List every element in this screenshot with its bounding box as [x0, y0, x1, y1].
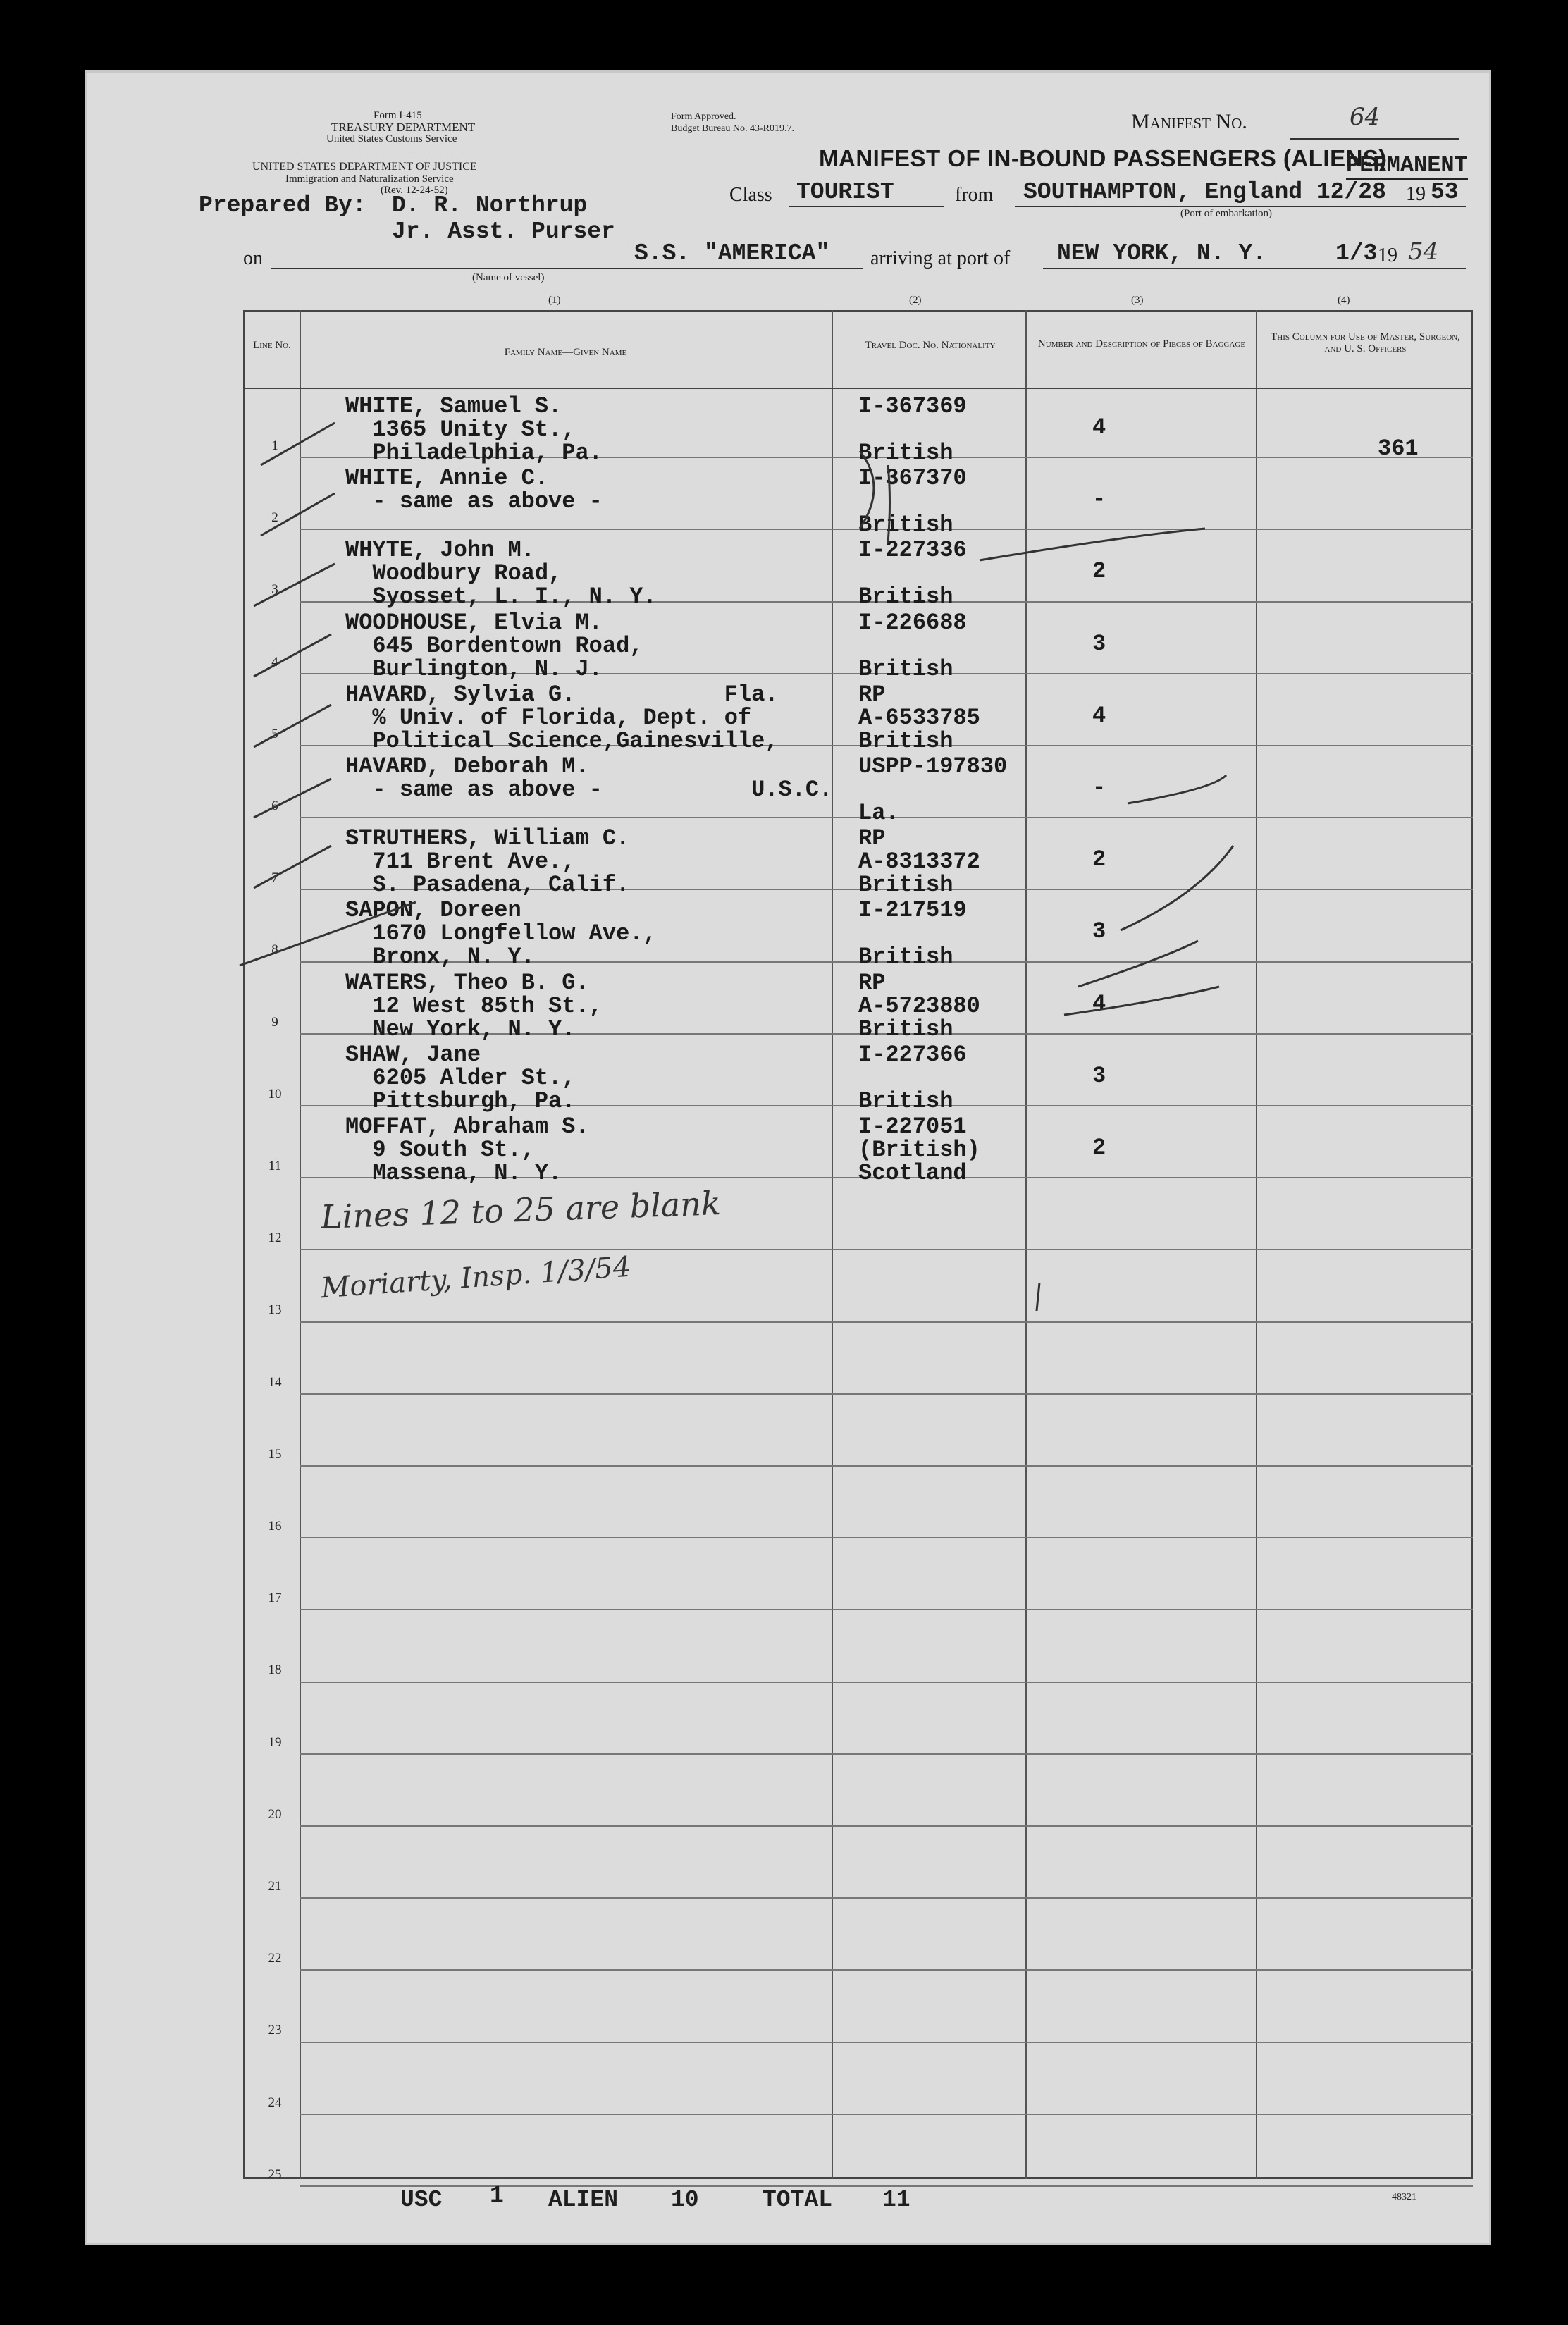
line-number: 14 — [268, 1374, 282, 1390]
travel-doc-number: RP — [858, 969, 886, 996]
line-number: 3 — [271, 582, 278, 598]
manifest-title: MANIFEST OF IN-BOUND PASSENGERS (ALIENS) — [819, 145, 1387, 171]
baggage-count: 2 — [1092, 846, 1106, 873]
arrival-date: 1/3 — [1335, 240, 1378, 266]
baggage-count: 2 — [1092, 1135, 1106, 1161]
col-header-officers: This Column for Use of Master, Surgeon, and U. S. Officers — [1271, 331, 1460, 354]
nationality-line: A-5723880 — [858, 992, 980, 1019]
permanent-status: PERMANENT — [1346, 152, 1468, 180]
baggage-count: 4 — [1092, 702, 1106, 729]
row-rule — [300, 1465, 1473, 1467]
row-rule — [300, 1825, 1473, 1827]
passenger-address-line: 645 Bordentown Road, — [345, 632, 643, 659]
passenger-name: WHYTE, John M. — [345, 537, 535, 564]
handwritten-inspector-signature: Moriarty, Insp. 1/3/54 — [319, 1250, 632, 1305]
handwritten-blank-note: Lines 12 to 25 are blank — [320, 1184, 722, 1236]
year-prefix-1: 19 — [1406, 183, 1426, 205]
passenger-address-line: - same as above - — [345, 488, 603, 515]
travel-doc-number: I-227336 — [858, 537, 967, 564]
passenger-address-line: 1365 Unity St., — [345, 417, 576, 443]
manifest-no-line — [1290, 138, 1459, 140]
vessel-line — [271, 268, 863, 269]
prepared-by-title: Jr. Asst. Purser — [392, 218, 615, 245]
passenger-name: WOODHOUSE, Elvia M. — [345, 609, 603, 636]
footer-alien-label: ALIEN — [548, 2187, 619, 2213]
travel-doc-number: I-217519 — [858, 897, 967, 924]
prepared-by-label: Prepared By: — [199, 192, 366, 218]
class-label: Class — [729, 184, 772, 206]
nationality-line: British — [858, 727, 953, 754]
baggage-count: 2 — [1092, 558, 1106, 585]
line-number: 6 — [271, 798, 278, 813]
nationality-line: British — [858, 440, 953, 466]
nationality-line: Scotland — [858, 1160, 967, 1186]
from-label: from — [955, 184, 994, 206]
passenger-name: SAPON, Doreen — [345, 897, 521, 924]
passenger-name: HAVARD, Sylvia G. Fla. — [345, 681, 779, 708]
line-number: 9 — [271, 1014, 278, 1030]
passenger-address-line: 6205 Alder St., — [345, 1064, 576, 1091]
nationality-line: A-6533785 — [858, 704, 980, 731]
col-number-4: (4) — [1338, 295, 1350, 306]
row-rule — [300, 1753, 1473, 1755]
col-header-line-no: Line No. — [253, 340, 291, 351]
budget-bureau: Budget Bureau No. 43-R019.7. — [671, 123, 794, 134]
row-rule — [300, 2042, 1473, 2043]
row-rule — [300, 1393, 1473, 1395]
row-rule — [300, 1897, 1473, 1899]
row-rule — [300, 1969, 1473, 1971]
footer-alien-value: 10 — [671, 2187, 699, 2213]
officer-note: 361 — [1378, 436, 1419, 462]
nationality-line: (British) — [858, 1137, 980, 1163]
passenger-address-line: Woodbury Road, — [345, 560, 562, 587]
passenger-address-line: Burlington, N. J. — [345, 655, 603, 682]
row-rule — [300, 1609, 1473, 1610]
form-approved: Form Approved. — [671, 111, 736, 122]
row-rule — [300, 1321, 1473, 1323]
baggage-count: 3 — [1092, 630, 1106, 657]
travel-doc-number: RP — [858, 825, 886, 852]
travel-doc-number: USPP-197830 — [858, 753, 1008, 779]
year-1: 53 — [1431, 179, 1459, 205]
row-rule — [300, 1682, 1473, 1683]
passenger-address-line: Massena, N. Y. — [345, 1160, 562, 1186]
arriving-label: arriving at port of — [870, 247, 1011, 269]
baggage-count: 4 — [1092, 990, 1106, 1017]
passenger-name: WHITE, Annie C. — [345, 465, 549, 492]
col-number-2: (2) — [909, 295, 922, 306]
prepared-by-name: D. R. Northrup — [392, 192, 588, 218]
passenger-name: WHITE, Samuel S. — [345, 393, 562, 419]
nationality-line: British — [858, 1016, 953, 1042]
line-number: 2 — [271, 510, 278, 526]
line-number: 10 — [268, 1086, 282, 1102]
line-number: 22 — [268, 1951, 282, 1966]
year-2: 54 — [1408, 238, 1439, 266]
nationality-line: A-8313372 — [858, 849, 980, 875]
passenger-address-line: Syosset, L. I., N. Y. — [345, 584, 657, 610]
nationality-line: British — [858, 512, 953, 538]
line-number: 12 — [268, 1231, 282, 1246]
travel-doc-number: I-227366 — [858, 1041, 967, 1068]
baggage-count: 3 — [1092, 1062, 1106, 1089]
passenger-address-line: Pittsburgh, Pa. — [345, 1087, 576, 1114]
passenger-name: MOFFAT, Abraham S. — [345, 1114, 589, 1140]
line-number: 7 — [271, 870, 278, 886]
class-value: TOURIST — [796, 179, 894, 205]
line-number: 24 — [268, 2095, 282, 2110]
form-number: Form I-415 — [374, 110, 422, 121]
from-line — [1015, 206, 1466, 207]
row-rule — [300, 1537, 1473, 1538]
passenger-address-line: S. Pasadena, Calif. — [345, 872, 630, 899]
embarkation-port: SOUTHAMPTON, England 12/28 — [1023, 179, 1386, 205]
nationality-line: British — [858, 872, 953, 899]
travel-doc-number: RP — [858, 681, 886, 708]
col-header-name: Family Name—Given Name — [504, 347, 627, 358]
baggage-count: - — [1092, 775, 1106, 801]
footer-total-value: 11 — [882, 2187, 910, 2213]
class-line — [789, 206, 944, 207]
line-number: 1 — [271, 438, 278, 453]
immigration-service: Immigration and Naturalization Service — [285, 173, 454, 185]
baggage-count: - — [1092, 486, 1106, 513]
line-number: 16 — [268, 1519, 282, 1534]
manifest-label: Manifest No. — [1131, 110, 1247, 133]
passenger-name: STRUTHERS, William C. — [345, 825, 630, 852]
col-header-travel-doc: Travel Doc. No. Nationality — [865, 340, 996, 351]
passenger-address-line: New York, N. Y. — [345, 1016, 576, 1042]
passenger-address-line: Bronx, N. Y. — [345, 944, 535, 970]
port-caption: (Port of embarkation) — [1180, 208, 1272, 219]
passenger-address-line: 9 South St., — [345, 1137, 535, 1163]
line-number: 11 — [268, 1159, 282, 1173]
col-number-1: (1) — [548, 295, 561, 306]
row-rule — [300, 2114, 1473, 2115]
passenger-address-line: % Univ. of Florida, Dept. of — [345, 704, 752, 731]
line-number: 4 — [271, 654, 278, 670]
vessel-caption: (Name of vessel) — [472, 272, 545, 283]
baggage-count: 3 — [1092, 918, 1106, 945]
travel-doc-number: I-367370 — [858, 465, 967, 492]
col-number-3: (3) — [1131, 295, 1144, 306]
line-number: 17 — [268, 1591, 282, 1606]
line-number: 21 — [268, 1879, 282, 1894]
line-number: 8 — [271, 942, 278, 958]
inspection-marks — [211, 395, 1550, 1311]
form-revision: (Rev. 12-24-52) — [381, 185, 448, 196]
passenger-name: WATERS, Theo B. G. — [345, 969, 589, 996]
passenger-address-line: Philadelphia, Pa. — [345, 440, 603, 466]
passenger-address-line: 12 West 85th St., — [345, 992, 603, 1019]
header-divider — [243, 388, 1473, 389]
baggage-count: 4 — [1092, 414, 1106, 440]
passenger-name: SHAW, Jane — [345, 1041, 481, 1068]
travel-doc-number: I-226688 — [858, 609, 967, 636]
vessel-name: S.S. "AMERICA" — [634, 240, 830, 266]
department-justice: UNITED STATES DEPARTMENT OF JUSTICE — [252, 161, 477, 173]
nationality-line: British — [858, 1087, 953, 1114]
passenger-address-line: 1670 Longfellow Ave., — [345, 920, 657, 947]
col-header-baggage: Number and Description of Pieces of Baggage — [1037, 338, 1246, 350]
line-number: 5 — [271, 726, 278, 741]
year-prefix-2: 19 — [1378, 245, 1397, 266]
line-number: 13 — [268, 1302, 282, 1318]
line-number: 15 — [268, 1446, 282, 1462]
line-number: 23 — [268, 2023, 282, 2038]
department-treasury: TREASURY DEPARTMENT — [331, 121, 476, 134]
on-label: on — [243, 247, 263, 269]
arrival-port: NEW YORK, N. Y. — [1057, 240, 1267, 266]
nationality-line: British — [858, 584, 953, 610]
passenger-address-line: 711 Brent Ave., — [345, 849, 576, 875]
form-code: 48321 — [1392, 2192, 1416, 2202]
nationality-line: La. — [858, 800, 899, 826]
footer-usc-value: 1 — [490, 2183, 504, 2209]
customs-service: United States Customs Service — [326, 133, 457, 144]
passenger-address-line: Political Science,Gainesville, — [345, 727, 779, 754]
line-number: 25 — [268, 2166, 282, 2182]
footer-usc-label: USC — [400, 2187, 443, 2213]
line-number: 19 — [268, 1734, 282, 1750]
passenger-address-line: - same as above - U.S.C. — [345, 777, 833, 803]
passenger-name: HAVARD, Deborah M. — [345, 753, 589, 779]
nationality-line: British — [858, 655, 953, 682]
line-number: 20 — [268, 1806, 282, 1822]
nationality-line: British — [858, 944, 953, 970]
manifest-number: 64 — [1350, 103, 1381, 131]
footer-total-label: TOTAL — [763, 2187, 833, 2213]
travel-doc-number: I-367369 — [858, 393, 967, 419]
line-number: 18 — [268, 1663, 282, 1678]
arrival-line — [1043, 268, 1466, 269]
travel-doc-number: I-227051 — [858, 1114, 967, 1140]
